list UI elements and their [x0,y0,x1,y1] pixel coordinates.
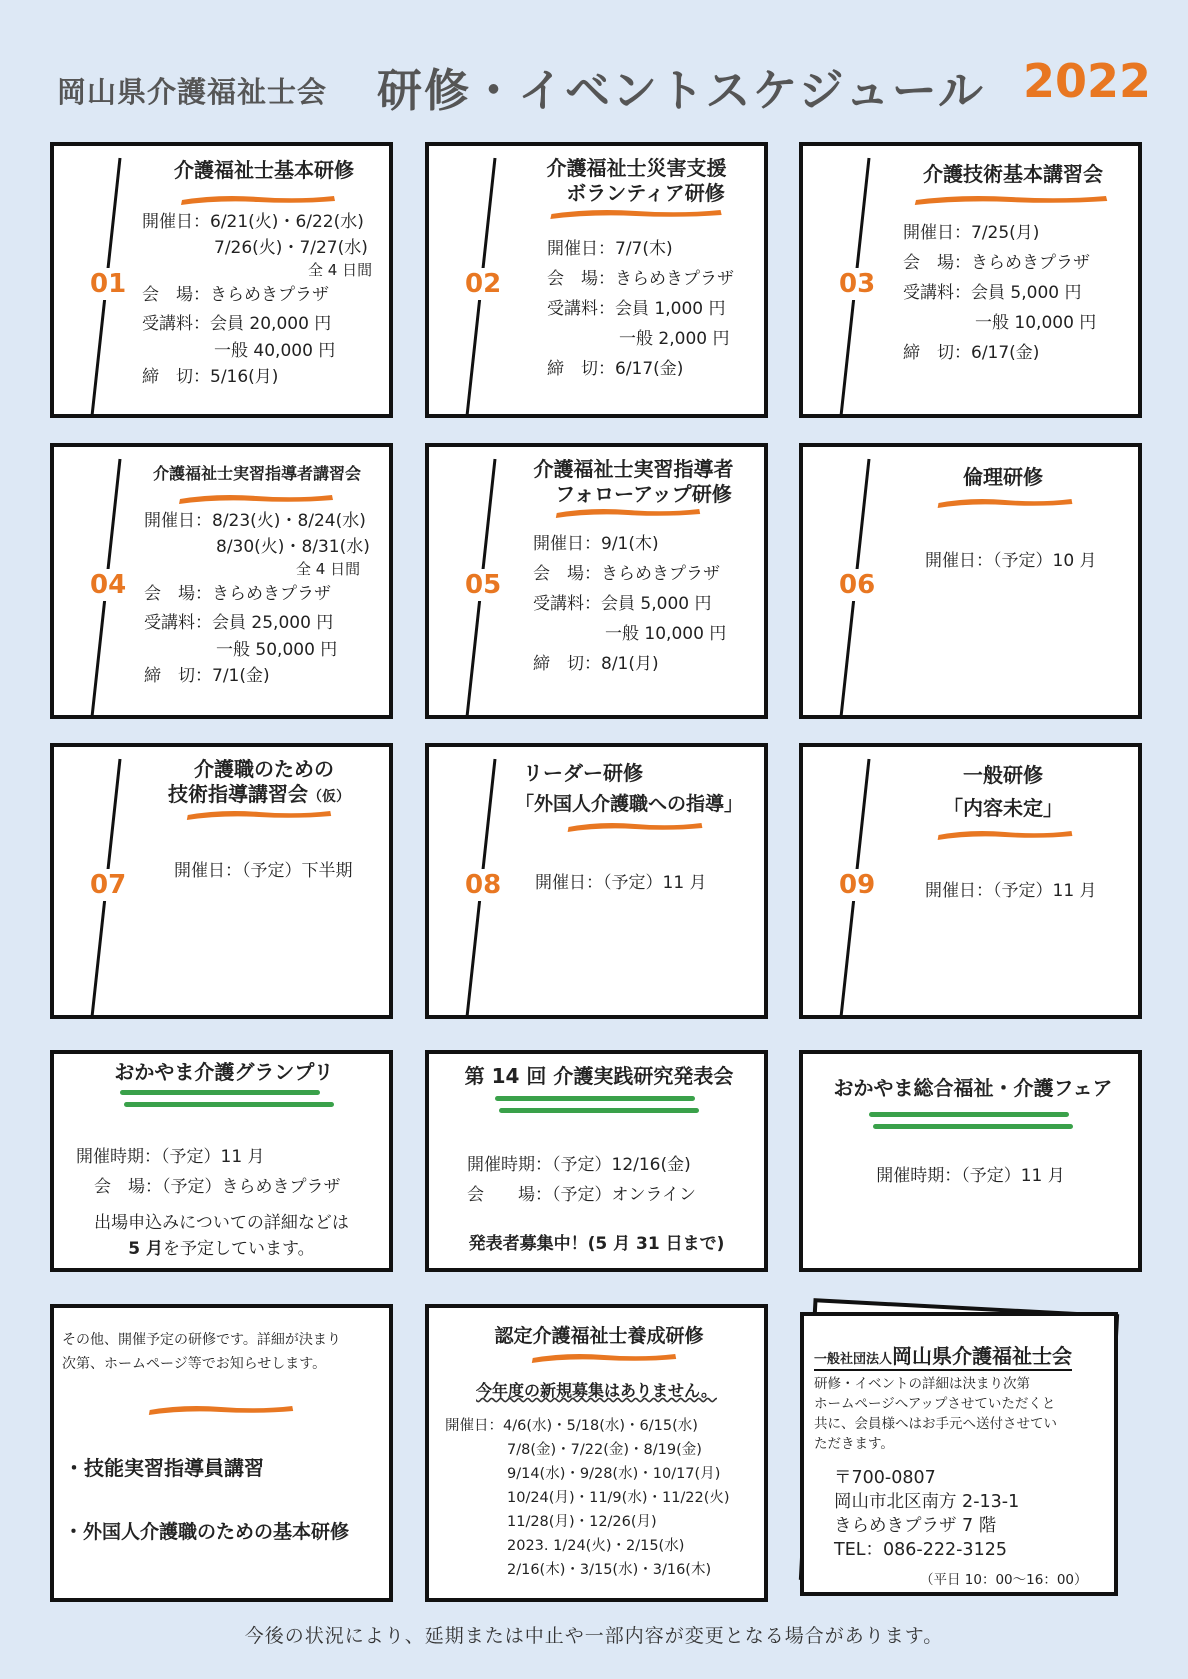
card-number: 02 [465,269,502,299]
event-card-02 [425,142,768,418]
event-card-08 [425,743,768,1019]
card-title-line: 介護福祉士実習指導者 [533,457,734,481]
card-title: おかやま総合福祉・介護フェア [833,1076,1113,1100]
other-item: ・技能実習指導員講習 [64,1456,264,1480]
zip-code: 〒700-0807 [834,1468,936,1488]
desc-line: 研修・イベントの詳細は決まり次第 [814,1376,1030,1392]
deadline-line: 締 切：5/16(月) [142,367,279,387]
card-number: 03 [839,269,876,299]
contact-address [834,1466,1019,1562]
date-line: 開催日：6/21(火)・6/22(水) [142,212,364,232]
event-card-03 [799,142,1142,418]
fee-line: 一般 10,000 円 [605,624,727,644]
card-title-line: 「外国人介護職への指導」 [515,793,744,815]
date-line: 10/24(月)・11/9(水)・11/22(火) [507,1490,730,1506]
date-line: 11/28(月)・12/26(月) [507,1514,657,1530]
card-title-line: 介護福祉士災害支援 [546,156,727,180]
venue-line: 会 場：（予定）オンライン [467,1185,696,1205]
event-card-research [425,1050,768,1272]
brush-underline [529,1350,679,1364]
fee-line: 受講料：会員 5,000 円 [903,283,1082,303]
card-number: 08 [465,870,502,900]
date-line: 開催時期：（予定）11 月 [76,1147,265,1167]
contact-org [814,1340,1072,1371]
card-title [513,761,753,817]
card-details [925,877,1097,906]
desc-line: ホームページへアップさせていただくと [814,1396,1056,1412]
contact-card [800,1312,1118,1596]
card-details [925,547,1097,576]
schedule-dates [445,1414,730,1582]
venue-line: 会 場：きらめきプラザ [144,584,331,604]
date-line: 8/30(火)・8/31(水) [216,537,370,557]
card-details [144,507,370,691]
deadline-line: 締 切：6/17(金) [903,343,1040,363]
event-card-grandprix [50,1050,393,1272]
card-number: 07 [90,870,127,900]
fee-line: 一般 50,000 円 [216,640,338,660]
fee-line: 一般 10,000 円 [975,313,1097,333]
date-line: 開催日：（予定）下半期 [174,861,353,881]
other-intro [62,1328,341,1376]
address-line: 岡山市北区南方 2-13-1 [834,1492,1020,1512]
fee-line: 一般 2,000 円 [619,329,730,349]
date-line: 開催日：（予定）11 月 [535,873,707,893]
brush-underline [176,491,336,505]
card-details [174,857,353,886]
card-title: 介護技術基本講習会 [923,162,1103,186]
green-underline [499,1108,699,1113]
card-title: 第 14 回 介護実践研究発表会 [464,1064,734,1088]
fee-line: 一般 40,000 円 [214,341,336,361]
venue-line: 会 場：きらめきプラザ [533,564,720,584]
date-line: 9/14(水)・9/28(水)・10/17(月) [507,1466,721,1482]
card-title-text: 技術指導講習会 [168,782,308,806]
desc-line: 共に、会員様へはお手元へ送付させてい [814,1416,1057,1432]
org-name: 岡山県介護福祉士会 [892,1344,1073,1368]
fee-line: 受講料：会員 5,000 円 [533,594,712,614]
brush-underline [146,1402,296,1416]
page-header [55,52,1152,117]
desc-line: ただきます。 [814,1436,894,1452]
card-number: 04 [90,570,127,600]
event-card-07 [50,743,393,1019]
fee-line: 受講料：会員 1,000 円 [547,299,726,319]
date-line: 開催時期：（予定）12/16(金) [467,1155,691,1175]
date-line: 開催日：9/1(木) [533,534,659,554]
deadline-line: 締 切：8/1(月) [533,654,659,674]
no-recruit-notice: 今年度の新規募集はありません。 [476,1381,717,1400]
card-details [76,1142,341,1202]
event-card-06 [799,443,1142,719]
card-title: 認定介護福祉士養成研修 [494,1325,704,1347]
date-line: 開催日：7/7(木) [547,239,673,259]
brush-underline [911,192,1111,206]
deadline-line: 締 切：7/1(金) [144,666,270,686]
card-title-line: ボランティア研修 [566,181,725,205]
brush-underline [547,206,725,220]
event-card-01 [50,142,393,418]
intro-line: その他、開催予定の研修です。詳細が決まり [62,1332,341,1348]
card-details [467,1150,696,1210]
event-card-05 [425,443,768,719]
card-title-line: 「内容未定」 [943,796,1063,820]
date-line: 開催日：（予定）10 月 [925,551,1097,571]
phone-number: TEL：086-222-3125 [834,1540,1007,1560]
card-number: 01 [90,269,127,299]
card-details [535,869,707,898]
card-title-line: 介護職のための [194,757,334,781]
card-title: おかやま介護グランプリ [114,1060,334,1084]
entry-note [54,1210,389,1262]
card-title [529,156,744,206]
brush-underline [553,505,703,519]
header-org: 岡山県介護福祉士会 [57,75,328,109]
card-title: 介護福祉士基本研修 [174,158,354,182]
venue-line: 会 場：（予定）きらめきプラザ [94,1177,341,1197]
contact-desc [814,1374,1057,1454]
date-line: 7/8(金)・7/22(金)・8/19(金) [507,1442,702,1458]
brush-underline [935,495,1075,509]
green-underline [124,1102,334,1107]
days-note: 全 4 日間 [308,261,373,279]
card-title [521,457,746,507]
card-details [533,529,726,679]
other-item: ・外国人介護職のための基本研修 [64,1521,350,1543]
date-line: 開催日：（予定）11 月 [925,881,1097,901]
green-underline [495,1096,695,1101]
card-title-line [154,782,364,810]
card-title: 介護福祉士実習指導者講習会 [152,464,361,483]
recruit-note: 発表者募集中！(5 月 31 日まで) [468,1234,725,1254]
header-year: 2022 [1023,54,1152,108]
card-title-line: リーダー研修 [523,761,643,785]
venue-line: 会 場：きらめきプラザ [903,253,1090,273]
card-title [913,763,1093,821]
card-details [142,208,372,392]
days-note: 全 4 日間 [296,560,361,578]
brush-underline [184,807,334,821]
address-line: きらめきプラザ 7 階 [834,1516,997,1536]
brush-underline [935,827,1075,841]
date-line: 開催日：8/23(火)・8/24(水) [144,511,366,531]
venue-line: 会 場：きらめきプラザ [547,269,734,289]
card-title: 倫理研修 [963,465,1043,489]
entry-month: 5 月 [128,1239,164,1259]
date-line: 開催時期：（予定）11 月 [876,1166,1065,1186]
green-underline [873,1124,1073,1129]
office-hours: （平日 10：00〜16：00） [920,1572,1088,1588]
other-trainings-card [50,1304,393,1602]
brush-underline [565,819,705,833]
date-line: 開催日：7/25(月) [903,223,1040,243]
entry-note-line: 出場申込みについての詳細などは [94,1213,349,1233]
certified-training-card [425,1304,768,1602]
entry-note-line [54,1236,389,1262]
event-card-fair [799,1050,1142,1272]
date-line: 開催日：4/6(水)・5/18(水)・6/15(水) [445,1418,698,1434]
entry-note-text: を予定しています。 [163,1239,315,1259]
card-details [547,234,734,384]
deadline-line: 締 切：6/17(金) [547,359,684,379]
card-number: 05 [465,570,502,600]
card-details [903,218,1096,368]
green-underline [869,1112,1069,1117]
event-card-09 [799,743,1142,1019]
venue-line: 会 場：きらめきプラザ [142,285,329,305]
intro-line: 次第、ホームページ等でお知らせします。 [62,1356,327,1372]
date-line: 2023. 1/24(火)・2/15(水) [507,1538,685,1554]
title-note: （仮） [308,789,350,805]
org-prefix: 一般社団法人 [814,1352,893,1367]
date-line: 7/26(火)・7/27(水) [214,238,368,258]
green-underline [120,1090,320,1095]
header-title: 研修・イベントスケジュール [377,64,985,117]
event-card-04 [50,443,393,719]
fee-line: 受講料：会員 20,000 円 [142,314,332,334]
brush-underline [178,192,338,206]
fee-line: 受講料：会員 25,000 円 [144,613,334,633]
card-number: 06 [839,570,876,600]
date-line: 2/16(木)・3/15(水)・3/16(木) [507,1562,712,1578]
card-title-line: フォローアップ研修 [555,482,732,506]
card-number: 09 [839,870,876,900]
card-title [154,757,364,810]
footer-note: 今後の状況により、延期または中止や一部内容が変更となる場合があります。 [244,1625,944,1647]
card-title-line: 一般研修 [963,763,1043,787]
